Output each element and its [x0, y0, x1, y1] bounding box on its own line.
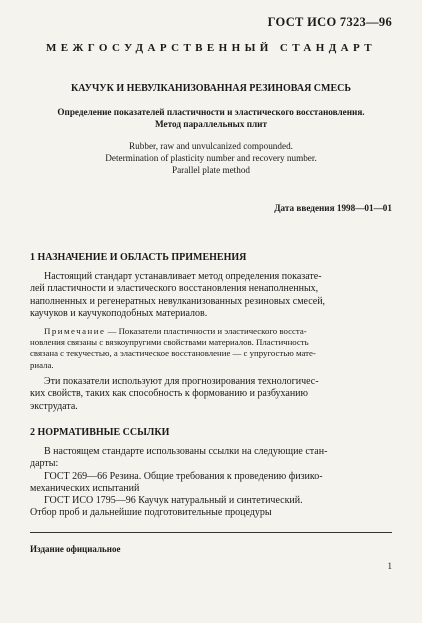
subtitle-ru-line: Определение показателей пластичности и эластического восстановления.: [57, 107, 365, 117]
subtitle-ru-line: Метод параллельных плит: [155, 119, 267, 129]
standard-code-header: ГОСТ ИСО 7323—96: [267, 15, 392, 29]
section-1-paragraph-2: [30, 376, 392, 413]
official-edition-label: Издание официальное: [30, 544, 121, 554]
note-line: связана с текучестью, а эластическое восстановление — с упругостью мате-: [30, 348, 316, 359]
standard-type-heading: МЕЖГОСУДАРСТВЕННЫЙ СТАНДАРТ: [45, 42, 377, 54]
section-1-heading: 1 НАЗНАЧЕНИЕ И ОБЛАСТЬ ПРИМЕНЕНИЯ: [30, 252, 247, 263]
paragraph-line: лей пластичности и эластического восстановления ненаполненных,: [30, 283, 319, 295]
footer-divider: [30, 532, 392, 533]
subtitle-russian: [30, 106, 392, 130]
section-1-paragraph-1: [30, 271, 392, 320]
paragraph-line: каучуков и каучукоподобных материалов.: [30, 307, 208, 319]
title-en-line: Determination of plasticity number and recovery number.: [105, 153, 317, 163]
paragraph-line: Отбор проб и дальнейшие подготовительные процедуры: [30, 507, 272, 519]
paragraph-line: Настоящий стандарт устанавливает метод определения показате-: [44, 271, 322, 282]
paragraph-line: экструдата.: [30, 400, 78, 412]
paragraph-line: ких свойств, таких как способность к формованию и разбуханию: [30, 388, 309, 400]
note-label: Примечание: [44, 326, 106, 336]
page-number: 1: [387, 561, 392, 571]
paragraph-line: наполненных и регенератных невулканизованных резиновых смесей,: [30, 295, 326, 307]
paragraph-line: дарты:: [30, 458, 59, 470]
title-en-line: Rubber, raw and unvulcanized compounded.: [129, 141, 293, 151]
section-2-heading: 2 НОРМАТИВНЫЕ ССЫЛКИ: [30, 427, 170, 438]
title-en-line: Parallel plate method: [171, 165, 251, 175]
effective-date: Дата введения 1998—01—01: [274, 203, 392, 213]
paragraph-line: В настоящем стандарте использованы ссылки на следующие стан-: [44, 446, 328, 457]
reference-gost-269: ГОСТ 269—66 Резина. Общие требования к проведению физико-: [44, 470, 323, 482]
note-line: новления связаны с вязкоупругими свойствами материалов. Пластичность: [30, 337, 309, 348]
note-text: — Показатели пластичности и эластического восста-: [105, 326, 307, 336]
reference-gost-iso-1795: ГОСТ ИСО 1795—96 Каучук натуральный и синтетический.: [44, 495, 303, 507]
section-1-note: [30, 326, 392, 371]
note-line: риала.: [30, 359, 54, 370]
paragraph-line: Эти показатели используют для прогнозирования технологичес-: [44, 376, 319, 387]
paragraph-line: механических испытаний: [30, 482, 140, 494]
document-title: КАУЧУК И НЕВУЛКАНИЗОВАННАЯ РЕЗИНОВАЯ СМЕСЬ: [71, 83, 351, 94]
section-2-body: [30, 446, 392, 520]
title-english: [30, 140, 392, 176]
